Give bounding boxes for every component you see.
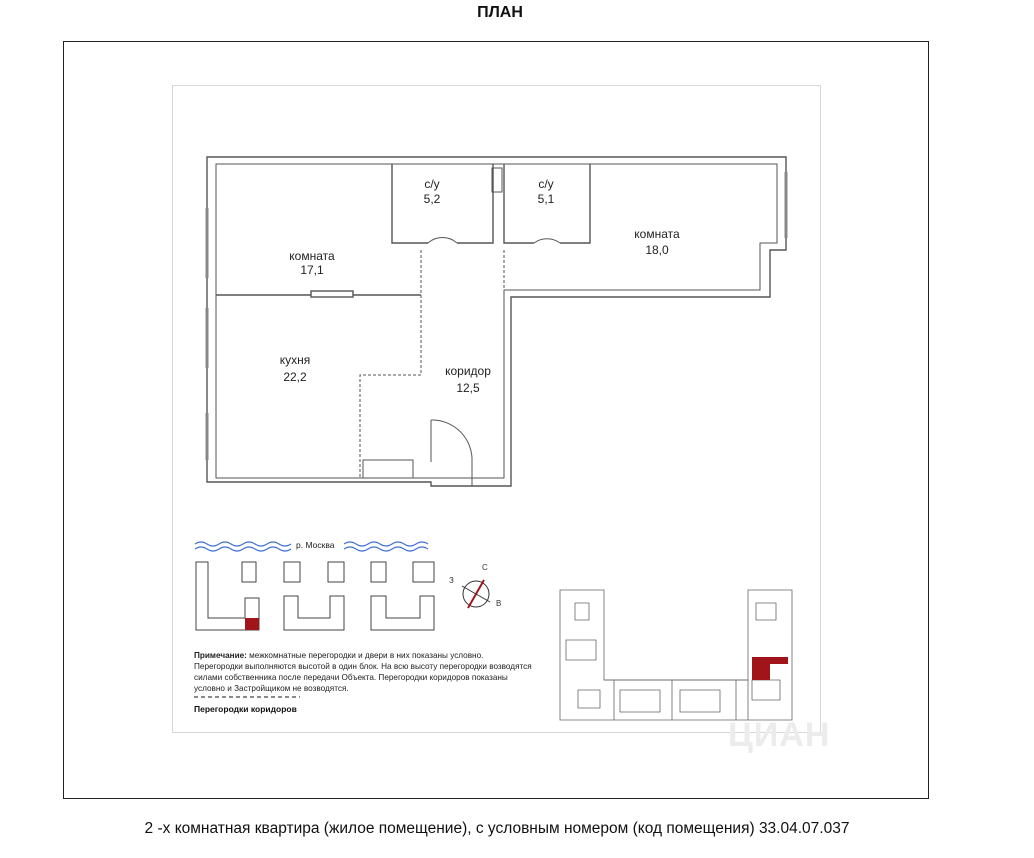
room-area-3: 5,1 <box>537 192 555 206</box>
room-area-6: 12,5 <box>456 381 480 395</box>
room-area-5: 22,2 <box>283 370 307 384</box>
compass-west: З <box>449 576 454 585</box>
room-name-4: комната <box>634 227 680 241</box>
note-body: межкомнатные перегородки и двери в них показаны условно. Перегородки выполняются высотой в один блок. На всю высоту перегородки возводятся силами собственника после передачи Объекта. Перегородки коридоров показаны условно и Застройщиком не возводятся. <box>194 651 532 693</box>
compass-icon <box>462 580 490 608</box>
plan-caption: 2 -х комнатная квартира (жилое помещение), с условным номером (код помещения) 33.04.07.037 <box>144 820 850 837</box>
corridor-legend-label: Перегородки коридоров <box>194 704 297 714</box>
room-name-6: коридор <box>445 364 491 378</box>
building-highlight <box>245 618 259 630</box>
note-label: Примечание: <box>194 651 247 660</box>
room-area-2: 5,2 <box>423 192 441 206</box>
river-label: р. Москва <box>296 540 335 550</box>
note-text <box>194 650 534 694</box>
site-plan <box>196 562 434 630</box>
watermark: ЦИАН <box>728 716 831 754</box>
compass-north: С <box>482 563 488 572</box>
compass-east: В <box>496 599 502 608</box>
apartment-highlight <box>752 657 788 680</box>
room-name-3: с/у <box>538 177 554 191</box>
room-name-5: кухня <box>279 353 311 367</box>
room-area-1: 17,1 <box>300 263 324 277</box>
room-name-1: комната <box>289 249 335 263</box>
room-name-2: с/у <box>424 177 440 191</box>
page-title: ПЛАН <box>477 4 523 21</box>
floor-key-plan <box>560 590 792 720</box>
room-area-4: 18,0 <box>645 243 669 257</box>
